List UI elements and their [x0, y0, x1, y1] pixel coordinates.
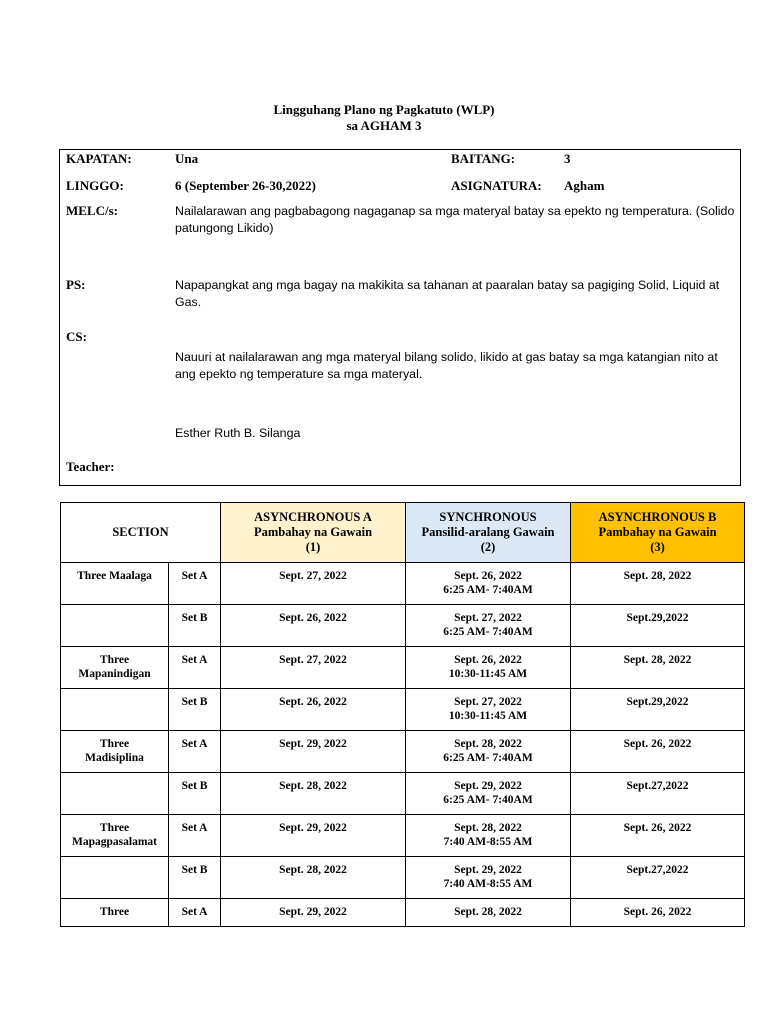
async-a-cell: Sept. 29, 2022	[221, 815, 406, 857]
table-row	[61, 605, 745, 647]
sync-time: 6:25 AM- 7:40AM	[443, 794, 533, 806]
async-b-cell: Sept.29,2022	[571, 689, 745, 731]
info-box	[59, 149, 741, 486]
section-cell	[61, 689, 169, 731]
sync-cell	[406, 689, 571, 731]
sync-date: Sept. 28, 2022	[454, 738, 522, 750]
set-cell: Set B	[169, 773, 221, 815]
async-a-cell: Sept. 28, 2022	[221, 773, 406, 815]
section-name: Three	[99, 654, 130, 666]
header-async-b	[571, 503, 745, 563]
sync-time: 6:25 AM- 7:40AM	[443, 626, 533, 638]
sync-cell	[406, 899, 571, 927]
set-cell: Set B	[169, 689, 221, 731]
table-row	[61, 689, 745, 731]
cs-text: Nauuri at nailalarawan ang mga materyal bilang solido, likido at gas batay sa mga katangian nito at ang epekto ng temperature sa mga materyal.	[175, 350, 718, 381]
sync-date: Sept. 29, 2022	[454, 864, 522, 876]
table-header-row	[61, 503, 745, 563]
sync-time: 7:40 AM-8:55 AM	[443, 836, 533, 848]
header-async-a-subtitle: Pambahay na Gawain	[253, 525, 373, 539]
async-a-cell: Sept. 29, 2022	[221, 731, 406, 773]
async-a-cell: Sept. 28, 2022	[221, 857, 406, 899]
header-section: SECTION	[61, 503, 221, 563]
section-name-line2: Madisiplina	[85, 752, 144, 764]
header-sync	[406, 503, 571, 563]
table-row	[61, 731, 745, 773]
sync-date: Sept. 28, 2022	[454, 906, 522, 918]
async-b-cell: Sept.27,2022	[571, 773, 745, 815]
section-cell	[61, 647, 169, 689]
async-a-cell: Sept. 26, 2022	[221, 605, 406, 647]
table-row	[61, 563, 745, 605]
header-async-b-title: ASYNCHRONOUS B	[598, 510, 717, 524]
asignatura-label: ASIGNATURA:	[451, 178, 542, 193]
sync-date: Sept. 26, 2022	[454, 654, 522, 666]
async-a-cell: Sept. 26, 2022	[221, 689, 406, 731]
section-name: Three	[99, 822, 130, 834]
section-cell	[61, 773, 169, 815]
header-sync-number: (2)	[480, 540, 496, 554]
sync-date: Sept. 28, 2022	[454, 822, 522, 834]
sync-date: Sept. 26, 2022	[454, 570, 522, 582]
section-name-line2: Mapagpasalamat	[72, 836, 157, 848]
kapatan-label: KAPATAN:	[66, 151, 132, 166]
sync-date: Sept. 27, 2022	[454, 696, 522, 708]
header-async-a-number: (1)	[305, 540, 321, 554]
async-b-cell: Sept. 28, 2022	[571, 647, 745, 689]
sync-time: 7:40 AM-8:55 AM	[443, 878, 533, 890]
sync-cell	[406, 731, 571, 773]
set-cell: Set B	[169, 857, 221, 899]
async-b-cell: Sept.27,2022	[571, 857, 745, 899]
document-title: Lingguhang Plano ng Pagkatuto (WLP)	[273, 102, 495, 117]
table-row	[61, 899, 745, 927]
section-cell	[61, 605, 169, 647]
sync-cell	[406, 815, 571, 857]
section-name: Three Maalaga	[77, 570, 152, 582]
table-row	[61, 815, 745, 857]
sync-time: 6:25 AM- 7:40AM	[443, 584, 533, 596]
section-cell	[61, 563, 169, 605]
async-a-cell: Sept. 27, 2022	[221, 563, 406, 605]
teacher-label: Teacher:	[66, 459, 115, 474]
header-sync-subtitle: Pansilid-aralang Gawain	[421, 525, 555, 539]
ps-label: PS:	[66, 277, 86, 292]
section-name: Three	[99, 738, 130, 750]
header-async-a	[221, 503, 406, 563]
header-sync-title: SYNCHRONOUS	[439, 510, 537, 524]
async-a-cell: Sept. 27, 2022	[221, 647, 406, 689]
set-cell: Set A	[169, 815, 221, 857]
baitang-value: 3	[564, 151, 571, 166]
section-name-line2: Mapanindigan	[78, 668, 151, 680]
section-cell	[61, 731, 169, 773]
cs-label: CS:	[66, 329, 87, 344]
kapatan-value: Una	[175, 151, 199, 166]
async-a-cell: Sept. 29, 2022	[221, 899, 406, 927]
set-cell: Set A	[169, 899, 221, 927]
set-cell: Set A	[169, 647, 221, 689]
set-cell: Set B	[169, 605, 221, 647]
teacher-name: Esther Ruth B. Silanga	[175, 426, 301, 440]
section-cell	[61, 857, 169, 899]
table-row	[61, 773, 745, 815]
baitang-label: BAITANG:	[451, 151, 516, 166]
async-b-cell: Sept.29,2022	[571, 605, 745, 647]
asignatura-value: Agham	[564, 178, 605, 193]
sync-date: Sept. 29, 2022	[454, 780, 522, 792]
set-cell: Set A	[169, 731, 221, 773]
document-subtitle: sa AGHAM 3	[346, 118, 422, 133]
sync-time: 6:25 AM- 7:40AM	[443, 752, 533, 764]
header-async-b-subtitle: Pambahay na Gawain	[598, 525, 717, 539]
section-name: Three	[99, 906, 130, 918]
ps-text: Napapangkat ang mga bagay na makikita sa tahanan at paaralan batay sa pagiging Solid, Liquid at Gas.	[175, 278, 720, 309]
table-row	[61, 647, 745, 689]
sync-cell	[406, 563, 571, 605]
async-b-cell: Sept. 26, 2022	[571, 731, 745, 773]
table-row	[61, 857, 745, 899]
sync-cell	[406, 773, 571, 815]
sync-time: 10:30-11:45 AM	[448, 710, 528, 722]
melc-label: MELC/s:	[66, 203, 118, 218]
header-async-a-title: ASYNCHRONOUS A	[254, 510, 372, 524]
melc-text: Nailalarawan ang pagbabagong nagaganap sa mga materyal batay sa epekto ng temperatura. (Solido patungong Likido)	[175, 204, 735, 235]
linggo-value: 6 (September 26-30,2022)	[175, 178, 316, 193]
async-b-cell: Sept. 26, 2022	[571, 899, 745, 927]
sync-date: Sept. 27, 2022	[454, 612, 522, 624]
sync-cell	[406, 857, 571, 899]
sync-cell	[406, 647, 571, 689]
async-b-cell: Sept. 26, 2022	[571, 815, 745, 857]
section-cell	[61, 899, 169, 927]
linggo-label: LINGGO:	[66, 178, 124, 193]
header-async-b-number: (3)	[650, 540, 665, 554]
section-cell	[61, 815, 169, 857]
schedule-table	[60, 502, 745, 927]
async-b-cell: Sept. 28, 2022	[571, 563, 745, 605]
set-cell: Set A	[169, 563, 221, 605]
sync-cell	[406, 605, 571, 647]
sync-time: 10:30-11:45 AM	[448, 668, 528, 680]
